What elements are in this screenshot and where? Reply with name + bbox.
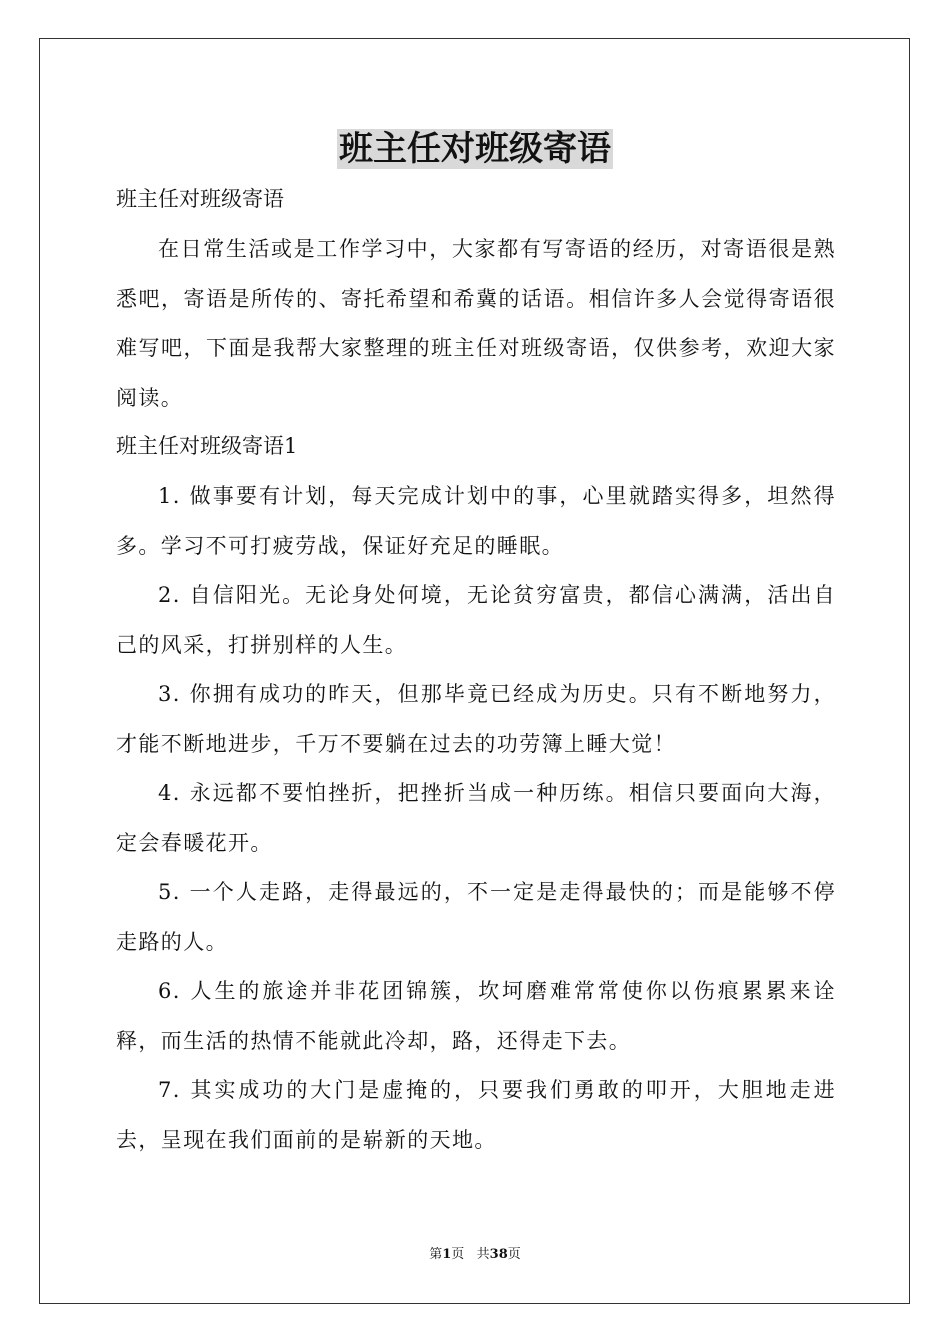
page-footer <box>0 1245 950 1265</box>
document-title <box>0 124 950 174</box>
document-subtitle: 班主任对班级寄语 <box>116 187 284 211</box>
section-heading: 班主任对班级寄语1 <box>116 434 298 458</box>
list-item: 7. 其实成功的大门是虚掩的，只要我们勇敢的叩开，大胆地走进去，呈现在我们面前的是崭新的天地。 <box>116 1078 836 1152</box>
list-item: 2. 自信阳光。无论身处何境，无论贫穷富贵，都信心满满，活出自己的风采，打拼别样的人生。 <box>116 583 836 657</box>
page-mid: 页 共 <box>451 1247 490 1262</box>
page-prefix: 第 <box>429 1247 443 1262</box>
document-body <box>116 176 836 1165</box>
page-current: 1 <box>442 1247 452 1262</box>
page-suffix: 页 <box>507 1247 521 1262</box>
list-item: 4. 永远都不要怕挫折，把挫折当成一种历练。相信只要面向大海，定会春暖花开。 <box>116 781 836 855</box>
list-item: 6. 人生的旅途并非花团锦簇，坎坷磨难常常使你以伤痕累累来诠释，而生活的热情不能就此冷却，路，还得走下去。 <box>116 979 836 1053</box>
document-title-text: 班主任对班级寄语 <box>339 129 611 169</box>
page-total: 38 <box>489 1247 508 1262</box>
intro-paragraph: 在日常生活或是工作学习中，大家都有写寄语的经历，对寄语很是熟悉吧，寄语是所传的、寄托希望和希冀的话语。相信许多人会觉得寄语很难写吧，下面是我帮大家整理的班主任对班级寄语，仅供参考，欢迎大家阅读。 <box>116 237 836 410</box>
list-item: 1. 做事要有计划，每天完成计划中的事，心里就踏实得多，坦然得多。学习不可打疲劳战，保证好充足的睡眠。 <box>116 484 836 558</box>
list-item: 5. 一个人走路，走得最远的，不一定是走得最快的；而是能够不停走路的人。 <box>116 880 836 954</box>
list-item: 3. 你拥有成功的昨天，但那毕竟已经成为历史。只有不断地努力，才能不断地进步，千万不要躺在过去的功劳簿上睡大觉！ <box>116 682 836 756</box>
